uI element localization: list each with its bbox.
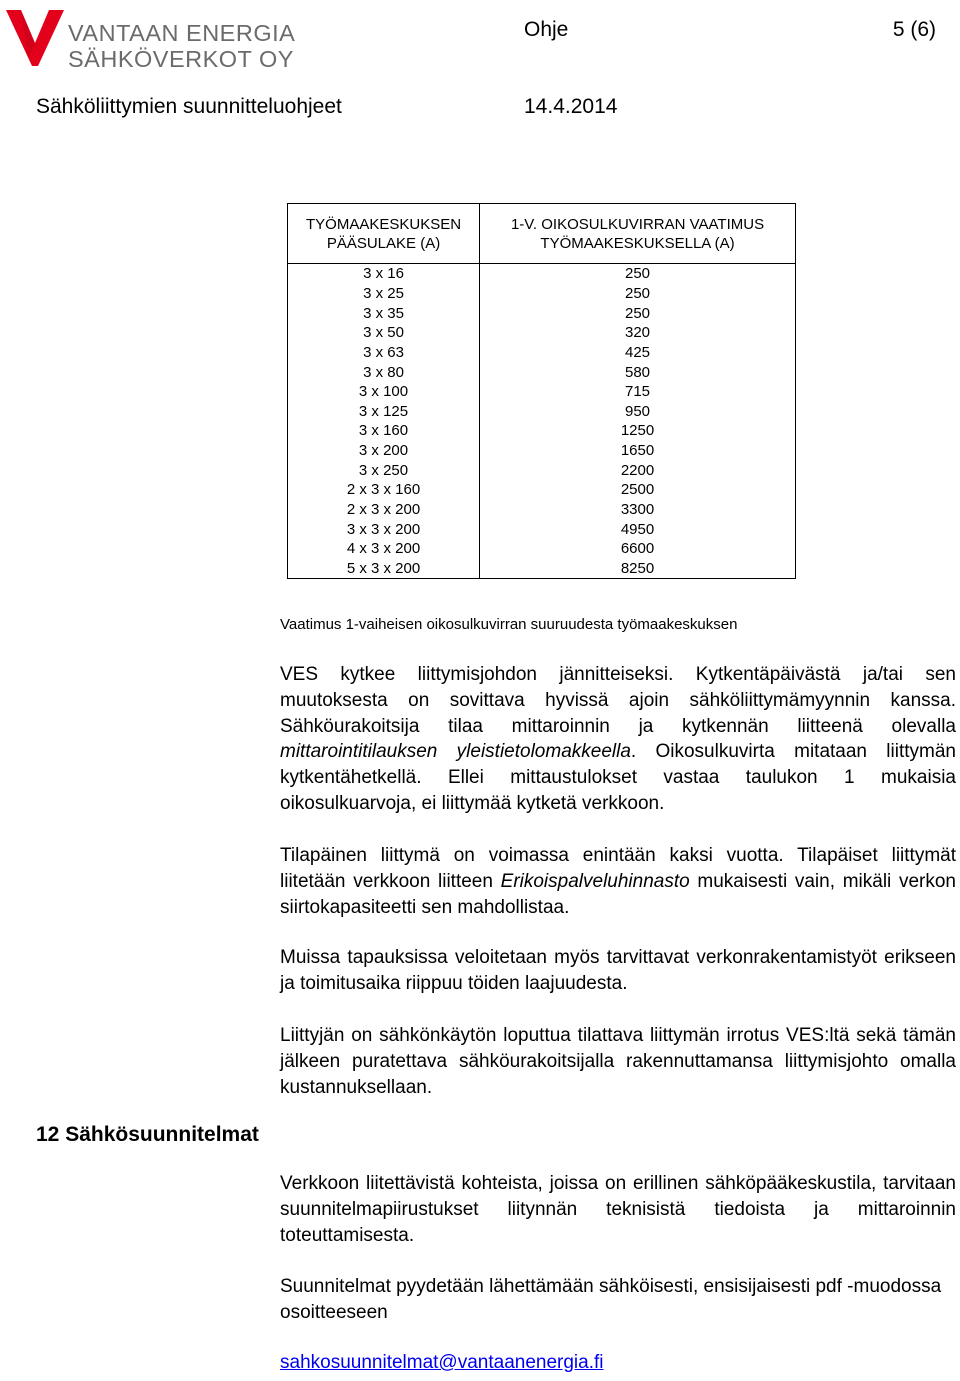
paragraph-temporary xyxy=(280,843,956,920)
paragraph-other-cases xyxy=(280,945,956,997)
fuse-size-cell: 3 x 80 xyxy=(288,362,480,382)
company-name-line2: SÄHKÖVERKOT OY xyxy=(68,46,294,72)
fuse-size-cell: 2 x 3 x 160 xyxy=(288,480,480,500)
document-type: Ohje xyxy=(524,18,569,41)
fault-current-cell: 2200 xyxy=(480,460,796,480)
p1-text-b: . Oikosulkuvirta mitataan liittymän kytkentähetkellä. Ellei mittaustulokset vastaa taulukon 1 mukaisia oikosulkuarvoja, ei liittymää kytketä verkkoon. xyxy=(280,741,956,814)
p2-price-list: Erikoispalveluhinnasto xyxy=(500,870,690,892)
table-row xyxy=(288,539,796,559)
p1-form-name: mittarointitilauksen yleistietolomakkeella xyxy=(280,741,631,763)
fault-current-cell: 2500 xyxy=(480,480,796,500)
fault-current-cell: 320 xyxy=(480,323,796,343)
table-row xyxy=(288,323,796,343)
fuse-size-cell: 3 x 125 xyxy=(288,401,480,421)
section-heading: 12 Sähkösuunnitelmat xyxy=(36,1123,259,1146)
paragraph-submit xyxy=(280,1274,956,1326)
fault-current-cell: 250 xyxy=(480,264,796,284)
fault-current-cell: 8250 xyxy=(480,559,796,579)
paragraph-disconnection xyxy=(280,1023,956,1100)
fuse-size-cell: 3 x 160 xyxy=(288,421,480,441)
p5-text: Verkkoon liitettävistä kohteista, joissa on erillinen sähköpääkeskustila, tarvitaan suunnitelmapiirustukset liitynnän teknisistä tiedoista ja mittaroinnin toteuttamisesta. xyxy=(280,1173,956,1246)
table-row xyxy=(288,303,796,323)
table-row xyxy=(288,559,796,579)
table-row xyxy=(288,460,796,480)
document-date: 14.4.2014 xyxy=(524,95,618,118)
fault-current-cell: 950 xyxy=(480,401,796,421)
page-number: 5 (6) xyxy=(892,18,936,41)
company-name-line1: VANTAAN ENERGIA xyxy=(68,20,296,46)
header-fault-current: 1-V. OIKOSULKUVIRRAN VAATIMUS TYÖMAAKESKUKSELLA (A) xyxy=(480,204,796,264)
table-row xyxy=(288,441,796,461)
fault-current-cell: 1250 xyxy=(480,421,796,441)
fuse-size-cell: 3 x 35 xyxy=(288,303,480,323)
email-link[interactable]: sahkosuunnitelmat@vantaanenergia.fi xyxy=(280,1352,604,1373)
fault-current-cell: 6600 xyxy=(480,539,796,559)
fault-current-cell: 3300 xyxy=(480,500,796,520)
fault-current-cell: 4950 xyxy=(480,519,796,539)
table-row xyxy=(288,284,796,304)
fault-current-cell: 250 xyxy=(480,284,796,304)
table-row xyxy=(288,500,796,520)
p1-text-a: VES kytkee liittymisjohdon jännitteiseksi. Kytkentäpäivästä ja/tai sen muutoksesta on sovittava hyvissä ajoin sähköliittymämyynnin kanssa. Sähköurakoitsija tilaa mittaroinnin ja kytkennän liitteenä olevalla xyxy=(280,664,956,737)
fuse-size-cell: 2 x 3 x 200 xyxy=(288,500,480,520)
table-caption: Vaatimus 1-vaiheisen oikosulkuvirran suuruudesta työmaakeskuksen xyxy=(280,616,738,633)
table-row xyxy=(288,401,796,421)
short-circuit-table xyxy=(287,203,796,579)
fuse-size-cell: 4 x 3 x 200 xyxy=(288,539,480,559)
table-row xyxy=(288,382,796,402)
fuse-size-cell: 3 x 63 xyxy=(288,343,480,363)
table-row xyxy=(288,362,796,382)
p3-text: Muissa tapauksissa veloitetaan myös tarvittavat verkonrakentamistyöt erikseen ja toimitusaika riippuu töiden laajuudesta. xyxy=(280,947,956,994)
fuse-size-cell: 3 x 100 xyxy=(288,382,480,402)
fault-current-cell: 715 xyxy=(480,382,796,402)
fault-current-cell: 425 xyxy=(480,343,796,363)
p4-text: Liittyjän on sähkönkäytön loputtua tilattava liittymän irrotus VES:ltä sekä tämän jälkeen puratettava sähköurakoitsijalla rakennuttamansa liittymisjohto omalla kustannuksellaan. xyxy=(280,1025,956,1098)
fuse-size-cell: 3 x 3 x 200 xyxy=(288,519,480,539)
p2-text-a: Tilapäinen liittymä on voimassa enintään kaksi vuotta. Tilapäiset liittymät liitetään verkkoon liitteen xyxy=(280,845,956,892)
table-row xyxy=(288,480,796,500)
table-row xyxy=(288,421,796,441)
paragraph-plans xyxy=(280,1171,956,1248)
fuse-size-cell: 3 x 250 xyxy=(288,460,480,480)
table-row xyxy=(288,264,796,284)
fuse-size-cell: 5 x 3 x 200 xyxy=(288,559,480,579)
p6-text: Suunnitelmat pyydetään lähettämään sähköisesti, ensisijaisesti pdf -muodossa osoitteeseen xyxy=(280,1276,942,1323)
table-row xyxy=(288,343,796,363)
fuse-size-cell: 3 x 200 xyxy=(288,441,480,461)
fuse-size-cell: 3 x 16 xyxy=(288,264,480,284)
vantaan-energia-v-icon xyxy=(4,6,66,68)
document-title: Sähköliittymien suunnitteluohjeet xyxy=(36,95,342,118)
fault-current-cell: 580 xyxy=(480,362,796,382)
paragraph-connection xyxy=(280,662,956,817)
p2-text-b: mukaisesti vain, mikäli verkon siirtokapasiteetti sen mahdollistaa. xyxy=(280,870,957,918)
table-header-row xyxy=(288,204,796,264)
fault-current-cell: 250 xyxy=(480,303,796,323)
fuse-size-cell: 3 x 50 xyxy=(288,323,480,343)
table-row xyxy=(288,519,796,539)
header-main-fuse: TYÖMAAKESKUKSEN PÄÄSULAKE (A) xyxy=(288,204,480,264)
fuse-size-cell: 3 x 25 xyxy=(288,284,480,304)
fault-current-cell: 1650 xyxy=(480,441,796,461)
